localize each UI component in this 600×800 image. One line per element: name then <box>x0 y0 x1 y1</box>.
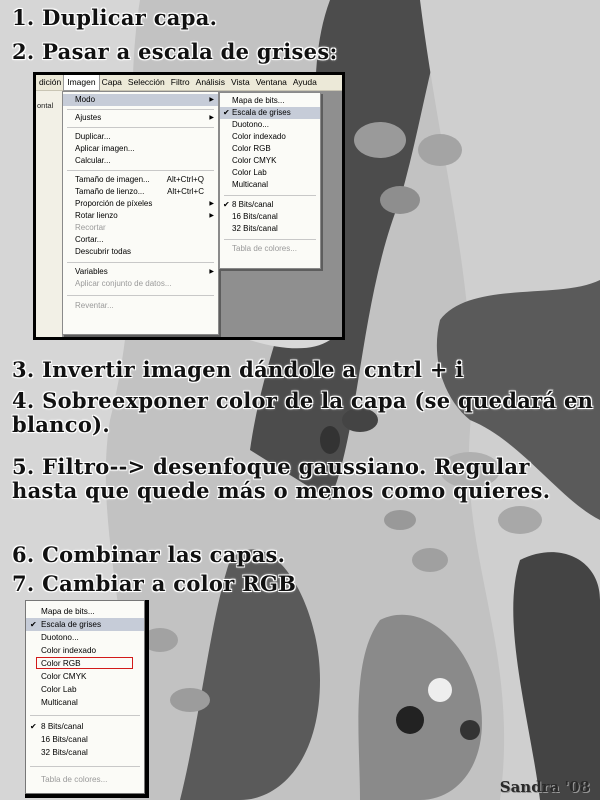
menu-item-cortar[interactable]: Cortar... <box>75 235 104 244</box>
menu-item-label: Tamaño de lienzo... <box>75 187 145 196</box>
submenu-arrow-icon: ▶ <box>209 97 214 103</box>
menu-item-label: Modo <box>75 95 96 104</box>
submenu-arrow-icon: ▶ <box>209 201 214 207</box>
menu-analisis[interactable]: Análisis <box>195 77 225 87</box>
mode-16-bits[interactable]: 16 Bits/canal <box>41 735 88 744</box>
mode-16-bits[interactable]: 16 Bits/canal <box>232 212 278 221</box>
menu-item-label: Rotar lienzo <box>75 211 118 220</box>
options-bar-strip <box>36 91 63 337</box>
check-icon: ✔ <box>223 200 230 209</box>
submenu-arrow-icon: ▶ <box>209 115 214 121</box>
menu-item-label: Ajustes <box>75 113 102 122</box>
mode-32-bits[interactable]: 32 Bits/canal <box>41 748 88 757</box>
menu-separator <box>224 239 316 240</box>
menu-item-label: Escala de grises <box>232 108 291 117</box>
menu-separator <box>67 109 214 110</box>
menu-edicion[interactable]: dición <box>39 77 62 87</box>
menu-item-label: 8 Bits/canal <box>41 722 84 731</box>
step-4-text: 4. Sobreexponer color de la capa (se quedará en blanco). <box>12 388 594 437</box>
mode-color-lab[interactable]: Color Lab <box>232 168 267 177</box>
mode-color-rgb[interactable]: Color RGB <box>232 144 271 153</box>
mode-color-lab[interactable]: Color Lab <box>41 685 77 694</box>
mode-mapa-bits[interactable]: Mapa de bits... <box>232 96 285 105</box>
menu-item-label: Variables <box>75 267 108 276</box>
menu-separator <box>67 262 214 263</box>
menu-imagen[interactable]: Imagen <box>64 75 98 90</box>
menu-item-calcular[interactable]: Calcular... <box>75 156 111 165</box>
mode-duotono[interactable]: Duotono... <box>41 633 79 642</box>
menu-item-descubrir[interactable]: Descubrir todas <box>75 247 132 256</box>
mode-8-bits[interactable] <box>26 720 144 733</box>
menu-separator <box>67 295 214 296</box>
mode-tabla-colores: Tabla de colores... <box>41 775 108 784</box>
step-2-text: 2. Pasar a escala de grises: <box>12 39 338 64</box>
mode-color-rgb[interactable]: Color RGB <box>41 659 81 668</box>
menu-separator <box>30 715 140 716</box>
mode-multicanal[interactable]: Multicanal <box>232 180 269 189</box>
check-icon: ✔ <box>30 620 37 629</box>
menu-bar <box>36 75 342 91</box>
menu-screenshot-imagen <box>33 72 345 340</box>
mode-color-indexado[interactable]: Color indexado <box>232 132 286 141</box>
step-3-text: 3. Invertir imagen dándole a cntrl + i <box>12 357 464 382</box>
mode-multicanal[interactable]: Multicanal <box>41 698 78 707</box>
mode-32-bits[interactable]: 32 Bits/canal <box>232 224 278 233</box>
menu-item-aplicar-imagen[interactable]: Aplicar imagen... <box>75 144 135 153</box>
menu-ayuda[interactable]: Ayuda <box>292 77 317 87</box>
menu-item-tamano-lienzo[interactable] <box>63 186 218 198</box>
menu-item-duplicar[interactable]: Duplicar... <box>75 132 111 141</box>
menu-separator <box>224 195 316 196</box>
mode-color-cmyk[interactable]: Color CMYK <box>232 156 277 165</box>
artist-signature: Sandra '08 <box>499 778 590 796</box>
menu-item-label: Tamaño de imagen... <box>75 175 150 184</box>
options-label: ontal <box>37 101 54 110</box>
menu-separator <box>67 127 214 128</box>
menu-item-recortar: Recortar <box>75 223 106 232</box>
menu-capa[interactable]: Capa <box>101 77 122 87</box>
menu-separator <box>30 766 140 767</box>
imagen-dropdown <box>62 91 219 335</box>
mode-8-bits[interactable] <box>220 199 320 211</box>
mode-tabla-colores: Tabla de colores... <box>232 244 297 253</box>
submenu-arrow-icon: ▶ <box>209 213 214 219</box>
menu-item-reventar: Reventar... <box>75 301 114 310</box>
menu-item-rotar[interactable] <box>63 210 218 222</box>
mode-duotono[interactable]: Duotono... <box>232 120 269 129</box>
menu-item-label: Proporción de píxeles <box>75 199 153 208</box>
menu-item-proporcion[interactable] <box>63 198 218 210</box>
menu-item-variables[interactable] <box>63 266 218 278</box>
menu-ventana[interactable]: Ventana <box>255 77 287 87</box>
mode-escala-grises[interactable] <box>220 107 320 119</box>
menu-vista[interactable]: Vista <box>230 77 250 87</box>
step-6-text: 6. Combinar las capas. <box>12 542 286 567</box>
mode-mapa-bits[interactable]: Mapa de bits... <box>41 607 95 616</box>
menu-item-modo[interactable] <box>63 94 218 106</box>
shortcut-label: Alt+Ctrl+Q <box>166 175 204 184</box>
menu-item-aplicar-conjunto: Aplicar conjunto de datos... <box>75 279 172 288</box>
shortcut-label: Alt+Ctrl+C <box>167 187 204 196</box>
menu-filtro[interactable]: Filtro <box>170 77 190 87</box>
modo-submenu-2 <box>25 600 145 794</box>
check-icon: ✔ <box>223 108 230 117</box>
check-icon: ✔ <box>30 722 37 731</box>
modo-submenu <box>219 92 321 269</box>
highlight-outline <box>36 657 133 669</box>
menu-item-ajustes[interactable] <box>63 112 218 124</box>
menu-seleccion[interactable]: Selección <box>127 77 165 87</box>
mode-color-indexado[interactable]: Color indexado <box>41 646 97 655</box>
submenu-arrow-icon: ▶ <box>209 269 214 275</box>
menu-item-label: 8 Bits/canal <box>232 200 274 209</box>
step-7-text: 7. Cambiar a color RGB <box>12 571 297 596</box>
mode-escala-grises[interactable] <box>26 618 144 631</box>
menu-separator <box>67 170 214 171</box>
menu-item-label: Escala de grises <box>41 620 102 629</box>
step-5-text: 5. Filtro--> desenfoque gaussiano. Regular hasta que quede más o menos como quieres. <box>12 454 551 503</box>
step-1-text: 1. Duplicar capa. <box>12 5 218 30</box>
menu-screenshot-modo <box>25 600 149 798</box>
menu-item-tamano-imagen[interactable] <box>63 174 218 186</box>
mode-color-cmyk[interactable]: Color CMYK <box>41 672 87 681</box>
